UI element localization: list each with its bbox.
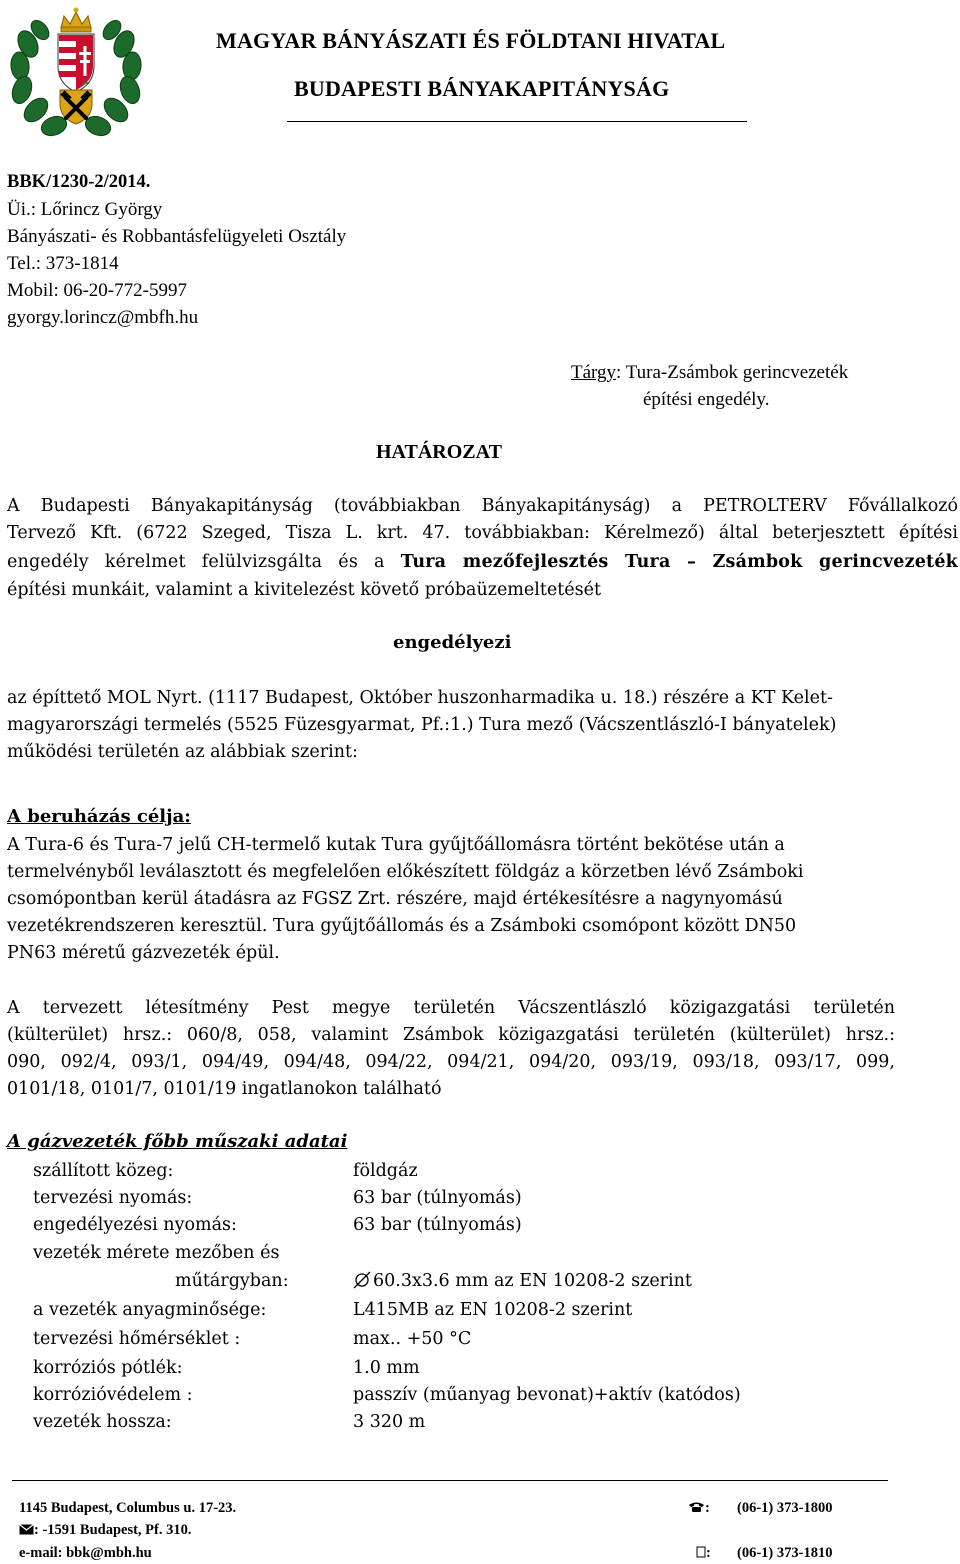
subject-text-1: Tura-Zsámbok gerincvezeték	[625, 362, 849, 383]
department-name: Bányászati- és Robbantásfelügyeleti Osztály	[7, 226, 347, 247]
purpose-line-3: csomópontban kerül átadásra az FGSZ Zrt. részére, majd értékesítésre a nagynyomású	[7, 889, 783, 909]
intro-line-1: A Budapesti Bányakapitányság (továbbiakban Bányakapitányság) a PETROLTERV Fővállalkozó	[7, 496, 958, 516]
specs-heading: A gázvezeték főbb műszaki adatai	[7, 1131, 348, 1152]
subject-line-2: építési engedély.	[643, 389, 770, 410]
spec-label-3: vezeték mérete mezőben és	[33, 1243, 280, 1263]
spec-label-1: tervezési nyomás:	[33, 1188, 193, 1208]
spec-label-9: vezeték hossza:	[33, 1412, 172, 1432]
location-line-1: A tervezett létesítmény Pest megye területén Vácszentlászló közigazgatási területén	[7, 998, 895, 1018]
spec-value-4-wrap	[353, 1268, 692, 1295]
decision-title: HATÁROZAT	[376, 441, 502, 463]
reference-number: BBK/1230-2/2014.	[7, 172, 151, 192]
spec-value-5: L415MB az EN 10208-2 szerint	[353, 1300, 633, 1320]
spec-value-9: 3 320 m	[353, 1412, 426, 1432]
grantee-line-3: működési területén az alábbiak szerint:	[7, 742, 358, 762]
footer-phone-label: :	[705, 1500, 710, 1516]
email-link[interactable]: gyorgy.lorincz@mbfh.hu	[7, 307, 199, 328]
intro-line-3a: engedély kérelmet felülvizsgálta és a	[7, 552, 401, 572]
spec-value-4: 60.3x3.6 mm az EN 10208-2 szerint	[373, 1271, 692, 1291]
diameter-icon	[353, 1271, 371, 1289]
footer-fax-row	[696, 1545, 711, 1562]
footer-phone: (06-1) 373-1800	[737, 1500, 833, 1516]
spec-value-0: földgáz	[353, 1161, 418, 1181]
spec-label-8: korrózióvédelem :	[33, 1385, 193, 1405]
spec-value-1: 63 bar (túlnyomás)	[353, 1188, 522, 1208]
telephone-icon	[688, 1501, 705, 1513]
phone-number: Tel.: 373-1814	[7, 253, 119, 274]
purpose-line-5: PN63 méretű gázvezeték épül.	[7, 943, 280, 963]
spec-label-6: tervezési hőmérséklet :	[33, 1329, 241, 1349]
subject-colon: :	[616, 362, 622, 383]
purpose-line-1: A Tura-6 és Tura-7 jelű CH-termelő kutak Tura gyűjtőállomásra történt bekötése után a	[7, 835, 785, 855]
handler-name: Üi.: Lőrincz György	[7, 199, 163, 220]
footer-postbox-row	[19, 1522, 192, 1539]
purpose-line-2: termelvényből leválasztott és megfelelően előkészített földgáz a körzetben lévő Zsámboki	[7, 862, 804, 882]
intro-line-3	[7, 549, 958, 576]
fax-icon	[696, 1546, 706, 1558]
header-rule	[287, 121, 747, 122]
intro-line-2: Tervező Kft. (6722 Szeged, Tisza L. krt. 47. továbbiakban: Kérelmező) által beterjesztett építési	[7, 523, 958, 543]
mobile-number: Mobil: 06-20-772-5997	[7, 280, 187, 301]
envelope-icon	[19, 1523, 34, 1534]
project-name: Tura mezőfejlesztés Tura – Zsámbok gerincvezeték	[400, 552, 958, 572]
hungarian-crest-icon	[6, 4, 146, 144]
spec-value-2: 63 bar (túlnyomás)	[353, 1215, 522, 1235]
spec-value-7: 1.0 mm	[353, 1358, 420, 1378]
footer-fax-label: :	[706, 1545, 711, 1561]
footer-address: 1145 Budapest, Columbus u. 17-23.	[19, 1500, 237, 1516]
authority-subtitle: BUDAPESTI BÁNYAKAPITÁNYSÁG	[294, 76, 670, 101]
permits-word: engedélyezi	[393, 632, 512, 653]
purpose-line-4: vezetékrendszeren keresztül. Tura gyűjtőállomás és a Zsámboki csomópont között DN50	[7, 916, 797, 936]
spec-label-0: szállított közeg:	[33, 1161, 174, 1181]
purpose-heading: A beruházás célja:	[7, 806, 191, 827]
location-line-4: 0101/18, 0101/7, 0101/19 ingatlanokon található	[7, 1079, 442, 1099]
location-line-3: 090, 092/4, 093/1, 094/49, 094/48, 094/22, 094/21, 094/20, 093/19, 093/18, 093/17, 099,	[7, 1052, 895, 1072]
authority-title: MAGYAR BÁNYÁSZATI ÉS FÖLDTANI HIVATAL	[216, 28, 726, 53]
footer-phone-row	[688, 1500, 710, 1517]
spec-label-7: korróziós pótlék:	[33, 1358, 183, 1378]
spec-label-2: engedélyezési nyomás:	[33, 1215, 237, 1235]
spec-value-6: max.. +50 °C	[353, 1329, 472, 1349]
intro-line-4: építési munkáit, valamint a kivitelezést követő próbaüzemeltetését	[7, 580, 601, 600]
footer-rule	[12, 1480, 888, 1481]
subject-label: Tárgy	[571, 362, 617, 383]
footer-postbox: : -1591 Budapest, Pf. 310.	[34, 1522, 192, 1538]
spec-value-8: passzív (műanyag bevonat)+aktív (katódos)	[353, 1385, 741, 1405]
subject-line-1	[571, 359, 848, 386]
grantee-line-1: az építtető MOL Nyrt. (1117 Budapest, Október huszonharmadika u. 18.) részére a KT Kelet-	[7, 688, 833, 708]
spec-label-5: a vezeték anyagminősége:	[33, 1300, 267, 1320]
location-line-2: (külterület) hrsz.: 060/8, 058, valamint Zsámbok közigazgatási területén (külterület) hrsz.:	[7, 1025, 895, 1045]
crest-logo	[6, 4, 146, 144]
footer-fax: (06-1) 373-1810	[737, 1545, 833, 1561]
spec-label-4: műtárgyban:	[175, 1271, 289, 1291]
footer-email-link[interactable]: e-mail: bbk@mbh.hu	[19, 1545, 152, 1561]
grantee-line-2: magyarországi termelés (5525 Füzesgyarmat, Pf.:1.) Tura mező (Vácszentlászló-I bányatelek)	[7, 715, 837, 735]
